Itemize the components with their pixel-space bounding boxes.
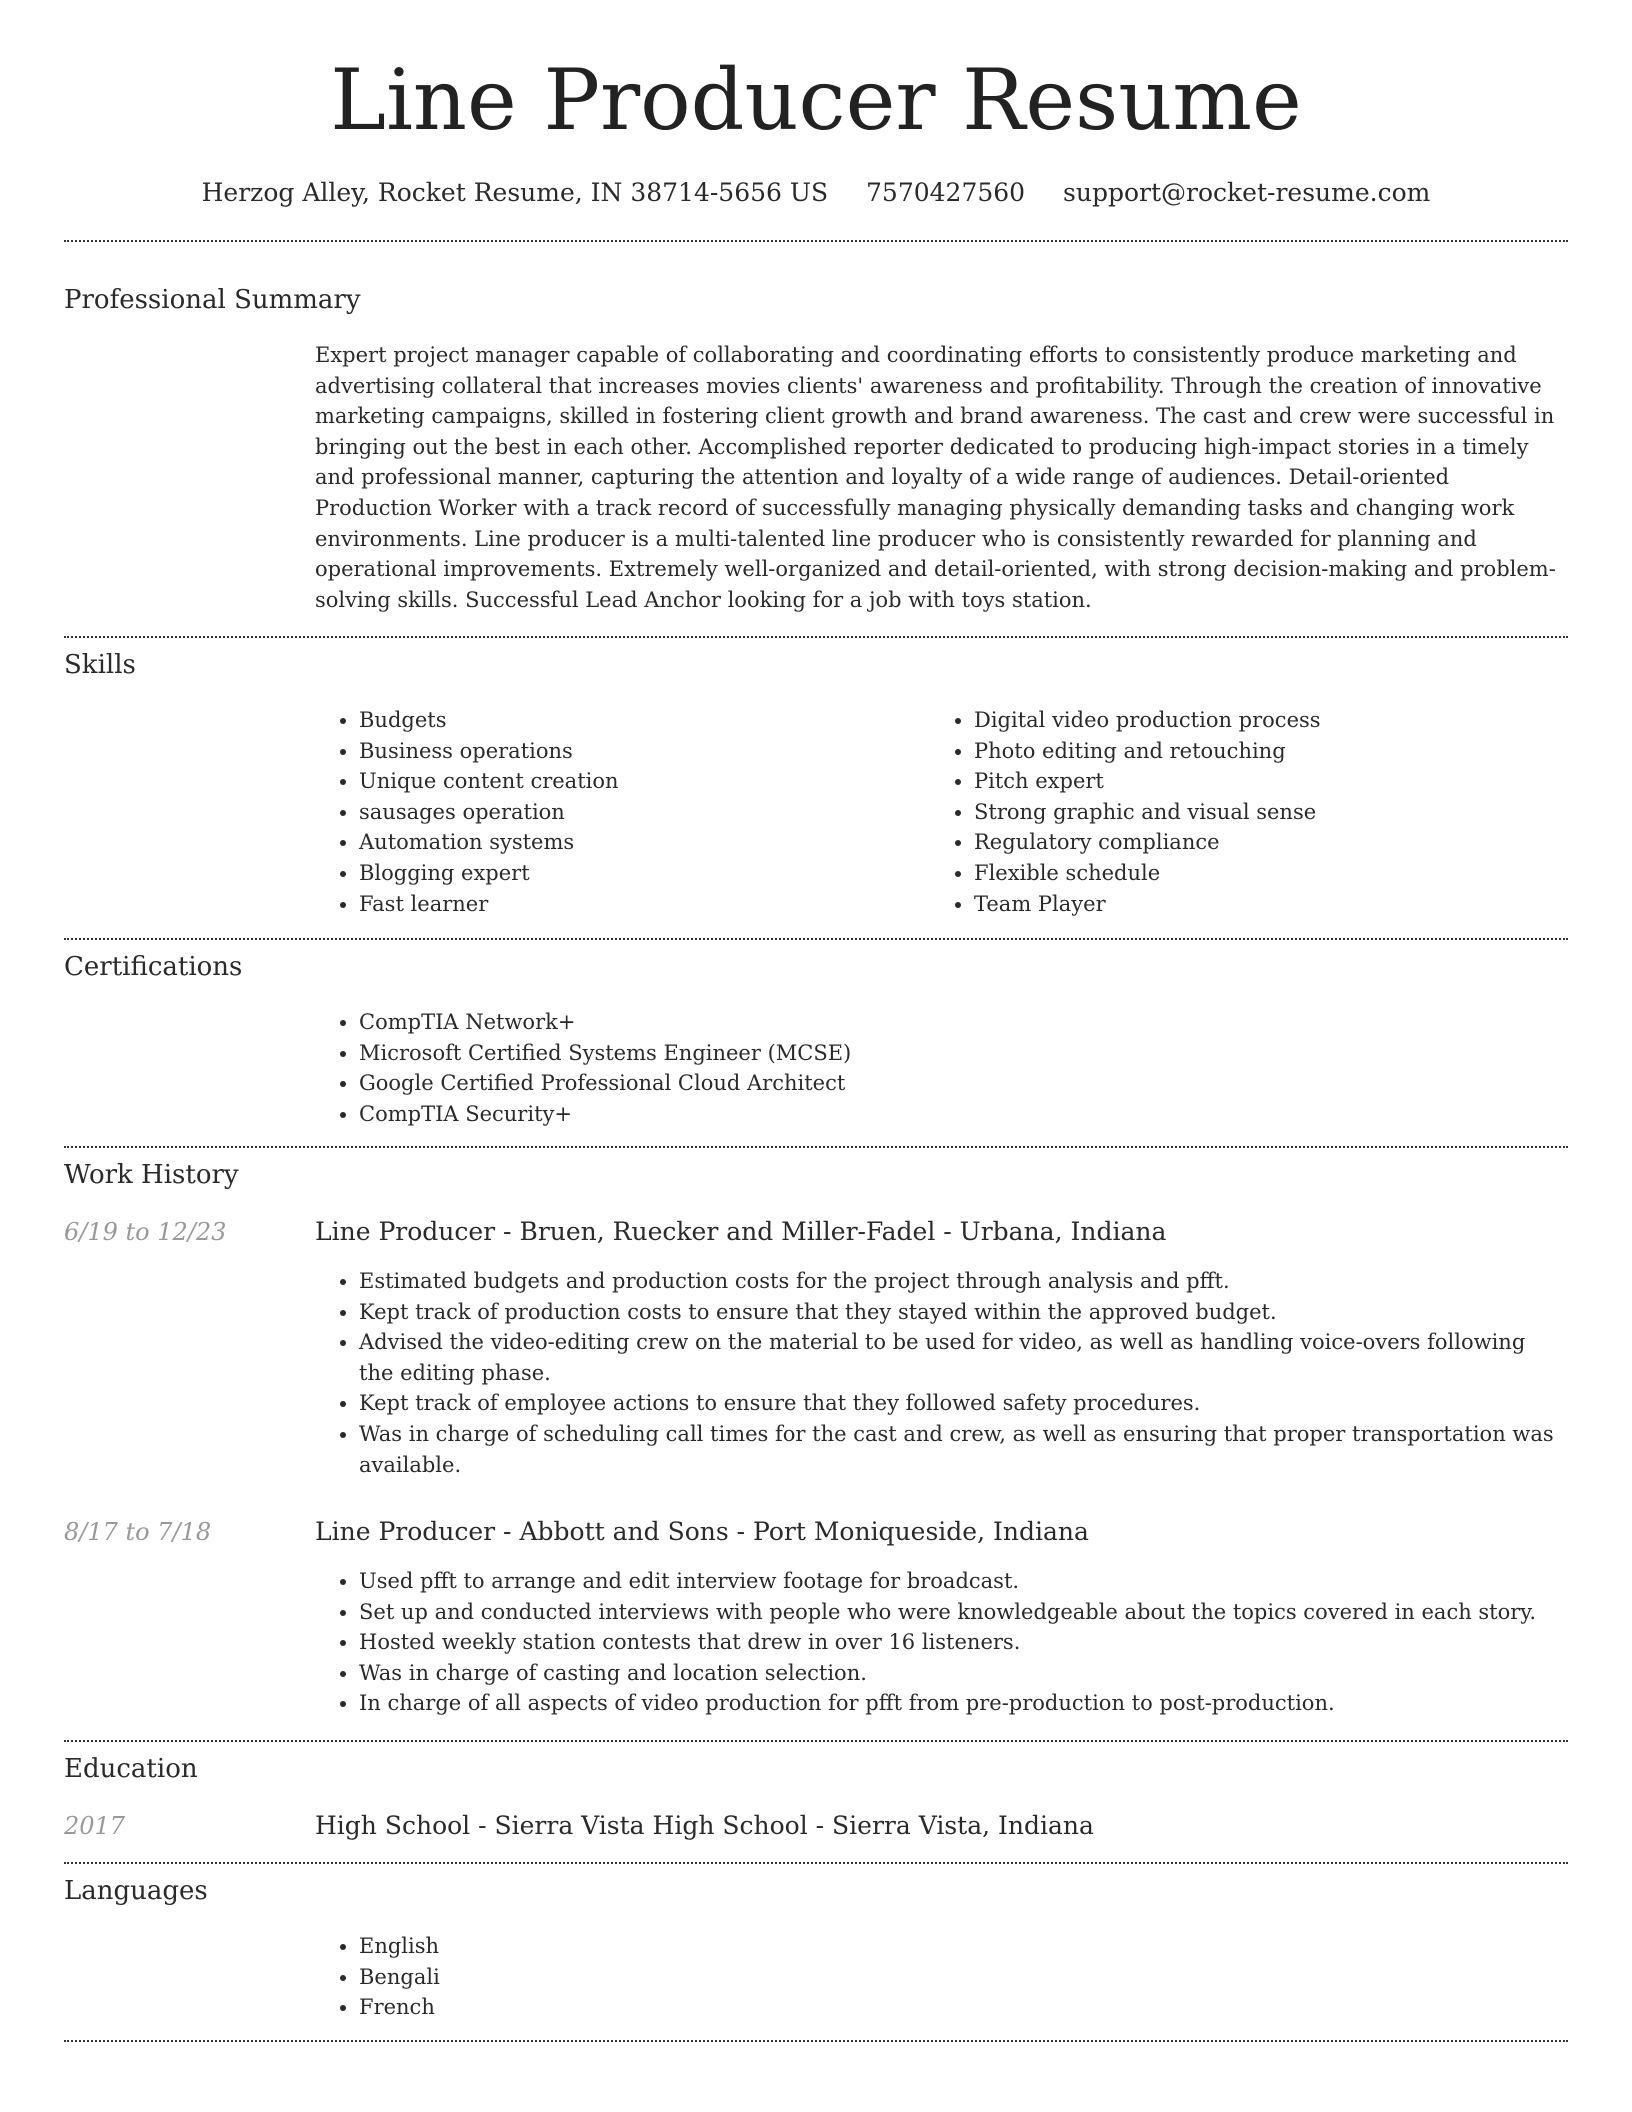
skill-item: • Strong graphic and visual sense bbox=[974, 797, 1545, 828]
job-bullets bbox=[315, 1566, 1565, 1719]
job-bullets bbox=[315, 1266, 1565, 1480]
skill-item: • Regulatory compliance bbox=[974, 827, 1545, 858]
skill-item: • Budgets bbox=[359, 705, 930, 736]
job-bullet: • Set up and conducted interviews with people who were knowledgeable about the topics covered in each story. bbox=[359, 1597, 1565, 1628]
job-bullet: • Advised the video-editing crew on the material to be used for video, as well as handling voice-overs following the editing phase. bbox=[359, 1327, 1565, 1388]
skills-grid bbox=[315, 705, 1565, 919]
section-title-work-history: Work History bbox=[64, 1160, 239, 1190]
certification-item: • Microsoft Certified Systems Engineer (MCSE) bbox=[359, 1038, 1565, 1069]
certifications-list bbox=[315, 1007, 1565, 1129]
language-item: • Bengali bbox=[359, 1962, 1565, 1993]
section-title-summary: Professional Summary bbox=[64, 285, 361, 315]
job-bullet: • Was in charge of casting and location selection. bbox=[359, 1658, 1565, 1689]
skill-item: • Fast learner bbox=[359, 889, 930, 920]
skill-item: • Unique content creation bbox=[359, 766, 930, 797]
divider bbox=[64, 938, 1568, 940]
skill-item: • Business operations bbox=[359, 736, 930, 767]
resume-header bbox=[0, 0, 1632, 210]
skill-item: • sausages operation bbox=[359, 797, 930, 828]
job-bullet: • In charge of all aspects of video production for pfft from pre-production to post-production. bbox=[359, 1688, 1565, 1719]
divider bbox=[64, 636, 1568, 638]
skill-item: • Digital video production process bbox=[974, 705, 1545, 736]
divider bbox=[64, 1146, 1568, 1148]
divider bbox=[64, 1740, 1568, 1742]
summary-text: Expert project manager capable of collaborating and coordinating efforts to consistently produce marketing and advertising collateral that increases movies clients' awareness and profitability. Through the creation of innovative marketing campaigns, skilled in fostering client growth and brand awareness. The cast and crew were successful in bringing out the best in each other. Accomplished reporter dedicated to producing high-impact stories in a timely and professional manner, capturing the attention and loyalty of a wide range of audiences. Detail-oriented Production Worker with a track record of successfully managing physically demanding tasks and changing work environments. Line producer is a multi-talented line producer who is consistently rewarded for planning and operational improvements. Extremely well-organized and detail-oriented, with strong decision-making and problem-solving skills. Successful Lead Anchor looking for a job with toys station. bbox=[315, 343, 1556, 612]
language-item: • French bbox=[359, 1992, 1565, 2023]
job-bullet: • Was in charge of scheduling call times for the cast and crew, as well as ensuring that proper transportation was available. bbox=[359, 1419, 1565, 1480]
divider bbox=[64, 1862, 1568, 1864]
divider bbox=[64, 2040, 1568, 2042]
job-bullet: • Hosted weekly station contests that drew in over 16 listeners. bbox=[359, 1627, 1565, 1658]
contact-address: Herzog Alley, Rocket Resume, IN 38714-5656 US bbox=[201, 178, 829, 207]
certification-item: • CompTIA Security+ bbox=[359, 1099, 1565, 1130]
section-title-skills: Skills bbox=[64, 650, 136, 680]
section-title-education: Education bbox=[64, 1754, 198, 1784]
education-title: High School - Sierra Vista High School - Sierra Vista, Indiana bbox=[315, 1811, 1094, 1840]
language-item: • English bbox=[359, 1931, 1565, 1962]
job-bullet: • Kept track of production costs to ensure that they stayed within the approved budget. bbox=[359, 1297, 1565, 1328]
skill-item: • Flexible schedule bbox=[974, 858, 1545, 889]
page-title: Line Producer Resume bbox=[330, 51, 1302, 149]
skill-item: • Blogging expert bbox=[359, 858, 930, 889]
job-title: Line Producer - Abbott and Sons - Port Moniqueside, Indiana bbox=[315, 1517, 1089, 1546]
skill-item: • Automation systems bbox=[359, 827, 930, 858]
languages-list bbox=[315, 1931, 1565, 2023]
education-year: 2017 bbox=[64, 1812, 126, 1840]
divider bbox=[64, 240, 1568, 242]
job-bullet: • Estimated budgets and production costs for the project through analysis and pfft. bbox=[359, 1266, 1565, 1297]
section-title-languages: Languages bbox=[64, 1876, 208, 1906]
contact-line bbox=[0, 176, 1632, 210]
skills-column-left bbox=[315, 705, 930, 919]
section-title-certifications: Certifications bbox=[64, 952, 243, 982]
skill-item: • Team Player bbox=[974, 889, 1545, 920]
contact-phone: 7570427560 bbox=[866, 178, 1026, 207]
certification-item: • CompTIA Network+ bbox=[359, 1007, 1565, 1038]
job-dates: 8/17 to 7/18 bbox=[64, 1518, 212, 1546]
skill-item: • Pitch expert bbox=[974, 766, 1545, 797]
job-title: Line Producer - Bruen, Ruecker and Miller-Fadel - Urbana, Indiana bbox=[315, 1217, 1167, 1246]
job-dates: 6/19 to 12/23 bbox=[64, 1218, 227, 1246]
certification-item: • Google Certified Professional Cloud Architect bbox=[359, 1068, 1565, 1099]
contact-email: support@rocket-resume.com bbox=[1063, 178, 1431, 207]
skills-column-right bbox=[930, 705, 1545, 919]
job-bullet: • Kept track of employee actions to ensure that they followed safety procedures. bbox=[359, 1388, 1565, 1419]
skill-item: • Photo editing and retouching bbox=[974, 736, 1545, 767]
job-bullet: • Used pfft to arrange and edit interview footage for broadcast. bbox=[359, 1566, 1565, 1597]
